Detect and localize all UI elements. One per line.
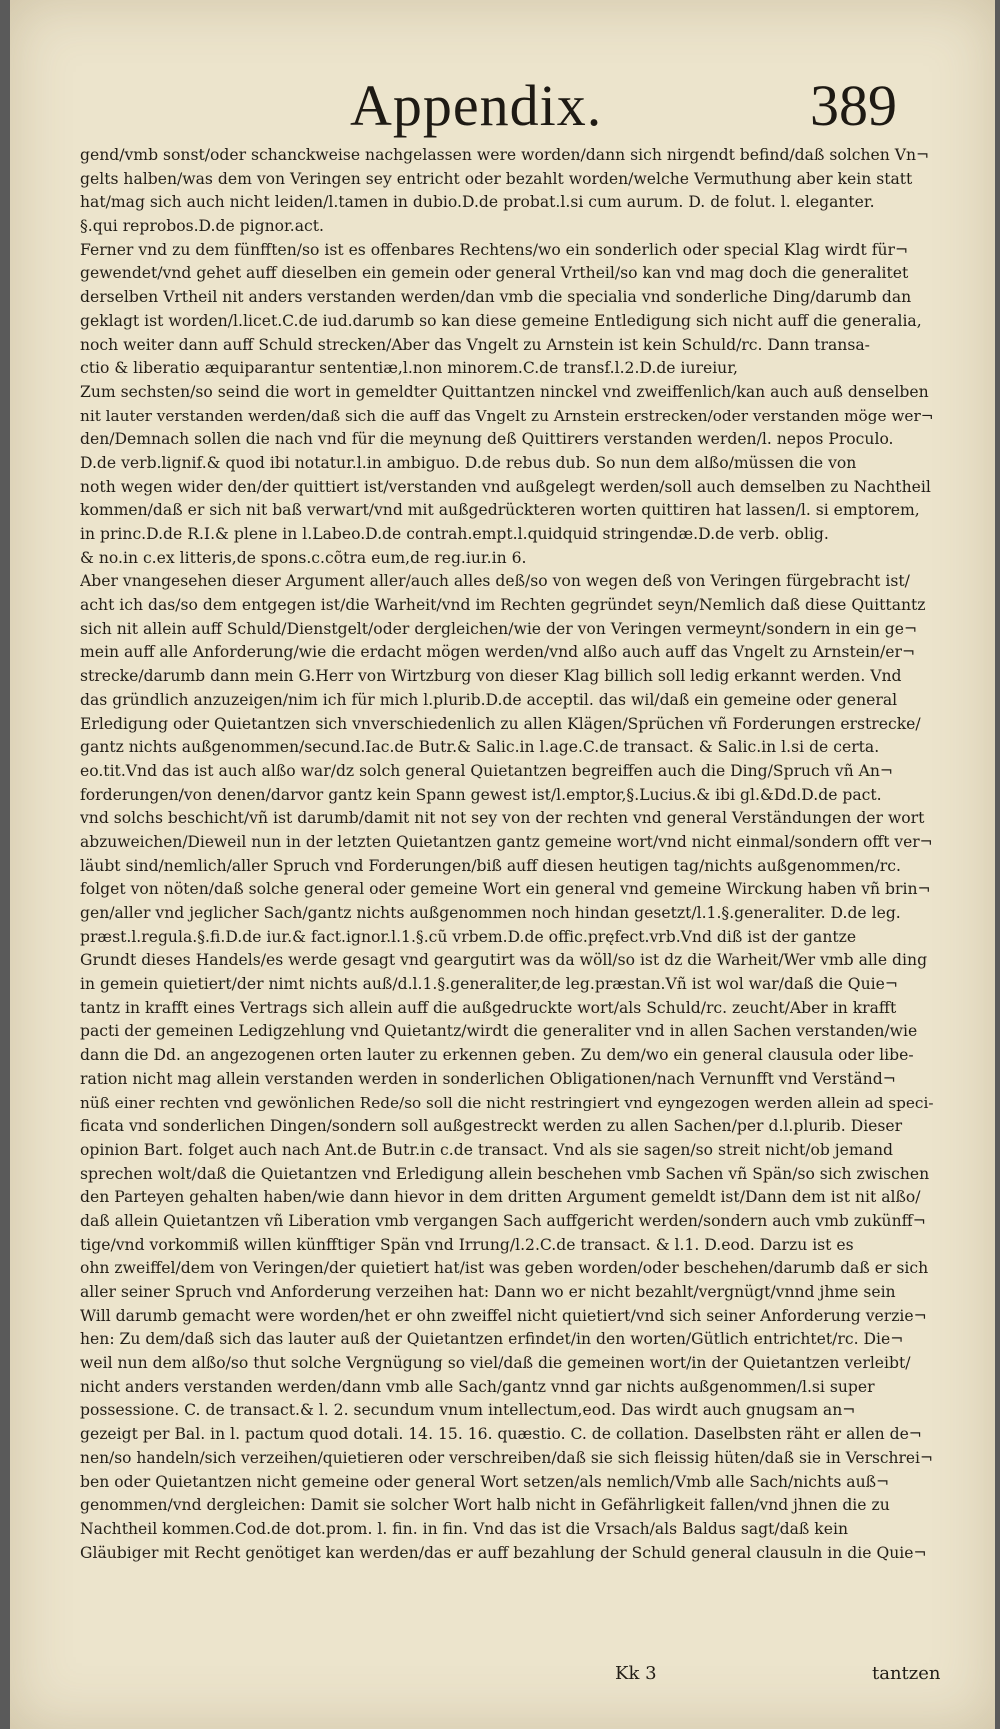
text-line: gend/vmb sonst/oder schanckweise nachgelassen were worden/dann sich nirgendt befind/daß solchen Vn¬ <box>80 146 930 164</box>
text-line: Will darumb gemacht were worden/het er ohn zweiffel nicht quietiert/vnd sich seiner Anforderung verzie¬ <box>80 1306 927 1325</box>
text-line: forderungen/von denen/darvor gantz kein Spann gewest ist/l.emptor,§.Lucius.& ibi gl.&Dd.D.de pact. <box>80 785 882 804</box>
text-line: geklagt ist worden/l.licet.C.de iud.darumb so kan diese gemeine Entledigung sich nicht auff die generalia, <box>80 311 922 330</box>
text-line: possessione. C. de transact.& l. 2. secundum vnum intellectum,eod. Das wirdt auch gnugsam an¬ <box>80 1401 856 1420</box>
page-title: Appendix. <box>350 73 603 138</box>
text-line: ben oder Quietantzen nicht gemeine oder general Wort setzen/als nemlich/Vmb alle Sach/nichts auß¬ <box>80 1472 890 1491</box>
text-line: strecke/darumb dann mein G.Herr von Wirtzburg von dieser Klag billich soll ledig erkannt werden. Vnd <box>80 667 902 686</box>
catchword: tantzen <box>872 1663 941 1684</box>
text-line: tantz in krafft eines Vertrags sich allein auff die außgedruckte wort/als Schuld/rc. zeucht/Aber in krafft <box>80 998 897 1017</box>
text-line: acht ich das/so dem entgegen ist/die Warheit/vnd im Rechten gegründet seyn/Nemlich daß diese Quittantz <box>80 596 926 615</box>
text-line: gantz nichts außgenommen/secund.Iac.de Butr.& Salic.in l.age.C.de transact. & Salic.in l.si de certa. <box>80 738 880 757</box>
text-line: gelts halben/was dem von Veringen sey entricht oder bezahlt worden/welche Vermuthung aber kein statt <box>80 169 913 188</box>
text-line: §.qui reprobos.D.de pignor.act. <box>80 217 324 236</box>
text-line: in princ.D.de R.I.& plene in l.Labeo.D.de contrah.empt.l.quidquid stringendæ.D.de verb. oblig. <box>80 525 829 543</box>
text-line: eo.tit.Vnd das ist auch alßo war/dz solch general Quietantzen begreiffen auch die Ding/Spruch vñ An¬ <box>80 761 893 780</box>
text-line: ctio & liberatio æquiparantur sententiæ,l.non minorem.C.de transf.l.2.D.de iureiur, <box>80 359 738 378</box>
text-line: das gründlich anzuzeigen/nim ich für mich l.plurib.D.de acceptil. das wil/daß ein gemeine oder general <box>80 690 898 709</box>
body-text <box>80 144 938 1565</box>
signature-mark: Kk 3 <box>615 1663 657 1684</box>
text-line: hen: Zu dem/daß sich das lauter auß der Quietantzen erfindet/in den worten/Gütlich entrichtet/rc. Die¬ <box>80 1330 904 1349</box>
text-line: dann die Dd. an angezogenen orten lauter zu erkennen geben. Zu dem/wo ein general clausula oder libe- <box>80 1046 914 1065</box>
text-line: in gemein quietiert/der nimt nichts auß/d.l.1.§.generaliter,de leg.præstan.Vñ ist wol war/daß die Quie¬ <box>80 975 898 994</box>
text-line: Nachtheil kommen.Cod.de dot.prom. l. fin. in fin. Vnd das ist die Vrsach/als Baldus sagt/daß kein <box>80 1519 848 1538</box>
text-line: den Parteyen gehalten haben/wie dann hievor in dem dritten Argument gemeldt ist/Dann dem ist nit alßo/ <box>80 1188 921 1207</box>
text-line: præst.l.regula.§.fi.D.de iur.& fact.ignor.l.1.§.cũ vrbem.D.de offic.pręfect.vrb.Vnd diß ist der gantze <box>80 927 857 946</box>
text-line: weil nun dem alßo/so thut solche Vergnügung so viel/daß die gemeinen wort/in der Quietantzen verleibt/ <box>80 1354 911 1373</box>
text-line: nicht anders verstanden werden/dann vmb alle Sach/gantz vnnd gar nichts außgenommen/l.si super <box>80 1377 875 1396</box>
text-line: aller seiner Spruch vnd Anforderung verzeihen hat: Dann wo er nicht bezahlt/vergnügt/vnnd jhme sein <box>80 1283 896 1301</box>
text-line: Ferner vnd zu dem fünfften/so ist es offenbares Rechtens/wo ein sonderlich oder special Klag wirdt für¬ <box>80 240 909 259</box>
text-line: folget von nöten/daß solche general oder gemeine Wort ein general vnd gemeine Wirckung haben vñ brin¬ <box>80 880 931 899</box>
text-line: kommen/daß er sich nit baß verwart/vnd mit außgedrückteren worten quittiren hat lassen/l. si emptorem, <box>80 501 920 520</box>
text-line: noth wegen wider den/der quittiert ist/verstanden vnd außgelegt werden/soll auch demselben zu Nachtheil <box>80 477 931 496</box>
text-line: derselben Vrtheil nit anders verstanden werden/dan vmb die specialia vnd sonderliche Ding/darumb dan <box>80 288 912 307</box>
text-line: gezeigt per Bal. in l. pactum quod dotali. 14. 15. 16. quæstio. C. de collation. Daselbsten räht er allen de¬ <box>80 1425 922 1444</box>
text-line: Gläubiger mit Recht genötiget kan werden/das er auff bezahlung der Schuld general clausuln in die Quie¬ <box>80 1543 927 1562</box>
text-line: daß allein Quietantzen vñ Liberation vmb vergangen Sach auffgericht werden/sondern auch vmb zukünff¬ <box>80 1211 926 1230</box>
text-line: D.de verb.lignif.& quod ibi notatur.l.in ambiguo. D.de rebus dub. So nun dem alßo/müssen die von <box>80 453 857 472</box>
text-line: Zum sechsten/so seind die wort in gemeldter Quittantzen ninckel vnd zweiffenlich/kan auch auß denselben <box>80 382 929 401</box>
text-line: gen/aller vnd jeglicher Sach/gantz nichts außgenommen noch hindan gesetzt/l.1.§.generaliter. D.de leg. <box>80 904 901 922</box>
text-line: opinion Bart. folget auch nach Ant.de Butr.in c.de transact. Vnd als sie sagen/so streit nicht/ob jemand <box>80 1140 893 1159</box>
text-line: genommen/vnd dergleichen: Damit sie solcher Wort halb nicht in Gefährligkeit fallen/vnd jhnen die zu <box>80 1496 890 1515</box>
text-line: sprechen wolt/daß die Quietantzen vnd Erledigung allein beschehen vmb Sachen vñ Spän/so sich zwischen <box>80 1164 930 1183</box>
text-line: ohn zweiffel/dem von Veringen/der quietiert hat/ist was geben worden/oder beschehen/darumb daß er sich <box>80 1259 929 1278</box>
text-line: ficata vnd sonderlichen Dingen/sondern soll außgestreckt werden zu allen Sachen/per d.l.plurib. Dieser <box>80 1117 903 1136</box>
text-line: & no.in c.ex litteris,de spons.c.cõtra eum,de reg.iur.in 6. <box>80 548 527 567</box>
text-line: Grundt dieses Handels/es werde gesagt vnd geargutirt was da wöll/so ist dz die Warheit/Wer vmb alle ding <box>80 951 928 970</box>
text-line: Aber vnangesehen dieser Argument aller/auch alles deß/so von wegen deß von Veringen fürgebracht ist/ <box>80 572 910 591</box>
text-line: sich nit allein auff Schuld/Dienstgelt/oder dergleichen/wie der von Veringen vermeynt/sondern in ein ge¬ <box>80 619 918 638</box>
text-line: vnd solchs beschicht/vñ ist darumb/damit nit not sey von der rechten vnd general Verständungen der wort <box>80 809 925 828</box>
text-line: nit lauter verstanden werden/daß sich die auff das Vngelt zu Arnstein erstrecken/oder verstanden möge wer¬ <box>80 406 934 425</box>
text-line: den/Demnach sollen die nach vnd für die meynung deß Quittirers verstanden werden/l. nepos Proculo. <box>80 430 894 449</box>
text-line: läubt sind/nemlich/aller Spruch vnd Forderungen/biß auff diesen heutigen tag/nichts außgenommen/rc. <box>80 856 901 875</box>
text-line: abzuweichen/Dieweil nun in der letzten Quietantzen gantz gemeine wort/vnd nicht einmal/sondern offt ver¬ <box>80 832 933 851</box>
text-line: gewendet/vnd gehet auff dieselben ein gemein oder general Vrtheil/so kan vnd mag doch die generalitet <box>80 264 909 283</box>
text-line: tige/vnd vorkommiß willen künfftiger Spän vnd Irrung/l.2.C.de transact. & l.1. D.eod. Darzu ist es <box>80 1235 854 1254</box>
page-footer <box>10 1663 995 1693</box>
text-line: nen/so handeln/sich verzeihen/quietieren oder verschreiben/daß sie sich fleissig hüten/daß sie in Verschrei¬ <box>80 1448 933 1467</box>
text-line: pacti der gemeinen Ledigzehlung vnd Quietantz/wirdt die generaliter vnd in allen Sachen verstanden/wie <box>80 1022 918 1041</box>
book-page <box>10 0 995 1729</box>
text-line: Erledigung oder Quietantzen sich vnverschiedenlich zu allen Klägen/Sprüchen vñ Forderungen erstrecke/ <box>80 714 921 733</box>
text-line: ration nicht mag allein verstanden werden in sonderlichen Obligationen/nach Vernunfft vnd Verständ¬ <box>80 1069 896 1088</box>
running-head <box>10 72 995 142</box>
text-line: noch weiter dann auff Schuld strecken/Aber das Vngelt zu Arnstein ist kein Schuld/rc. Dann transa- <box>80 335 870 354</box>
text-line: hat/mag sich auch nicht leiden/l.tamen in dubio.D.de probat.l.si cum aurum. D. de folut. l. eleganter. <box>80 193 875 212</box>
text-line: nüß einer rechten vnd gewönlichen Rede/so soll die nicht restringiert vnd eyngezogen werden allein ad speci- <box>80 1093 934 1112</box>
text-line: mein auff alle Anforderung/wie die erdacht mögen werden/vnd alßo auch auff das Vngelt zu Arnstein/er¬ <box>80 643 916 662</box>
page-number: 389 <box>810 73 897 138</box>
